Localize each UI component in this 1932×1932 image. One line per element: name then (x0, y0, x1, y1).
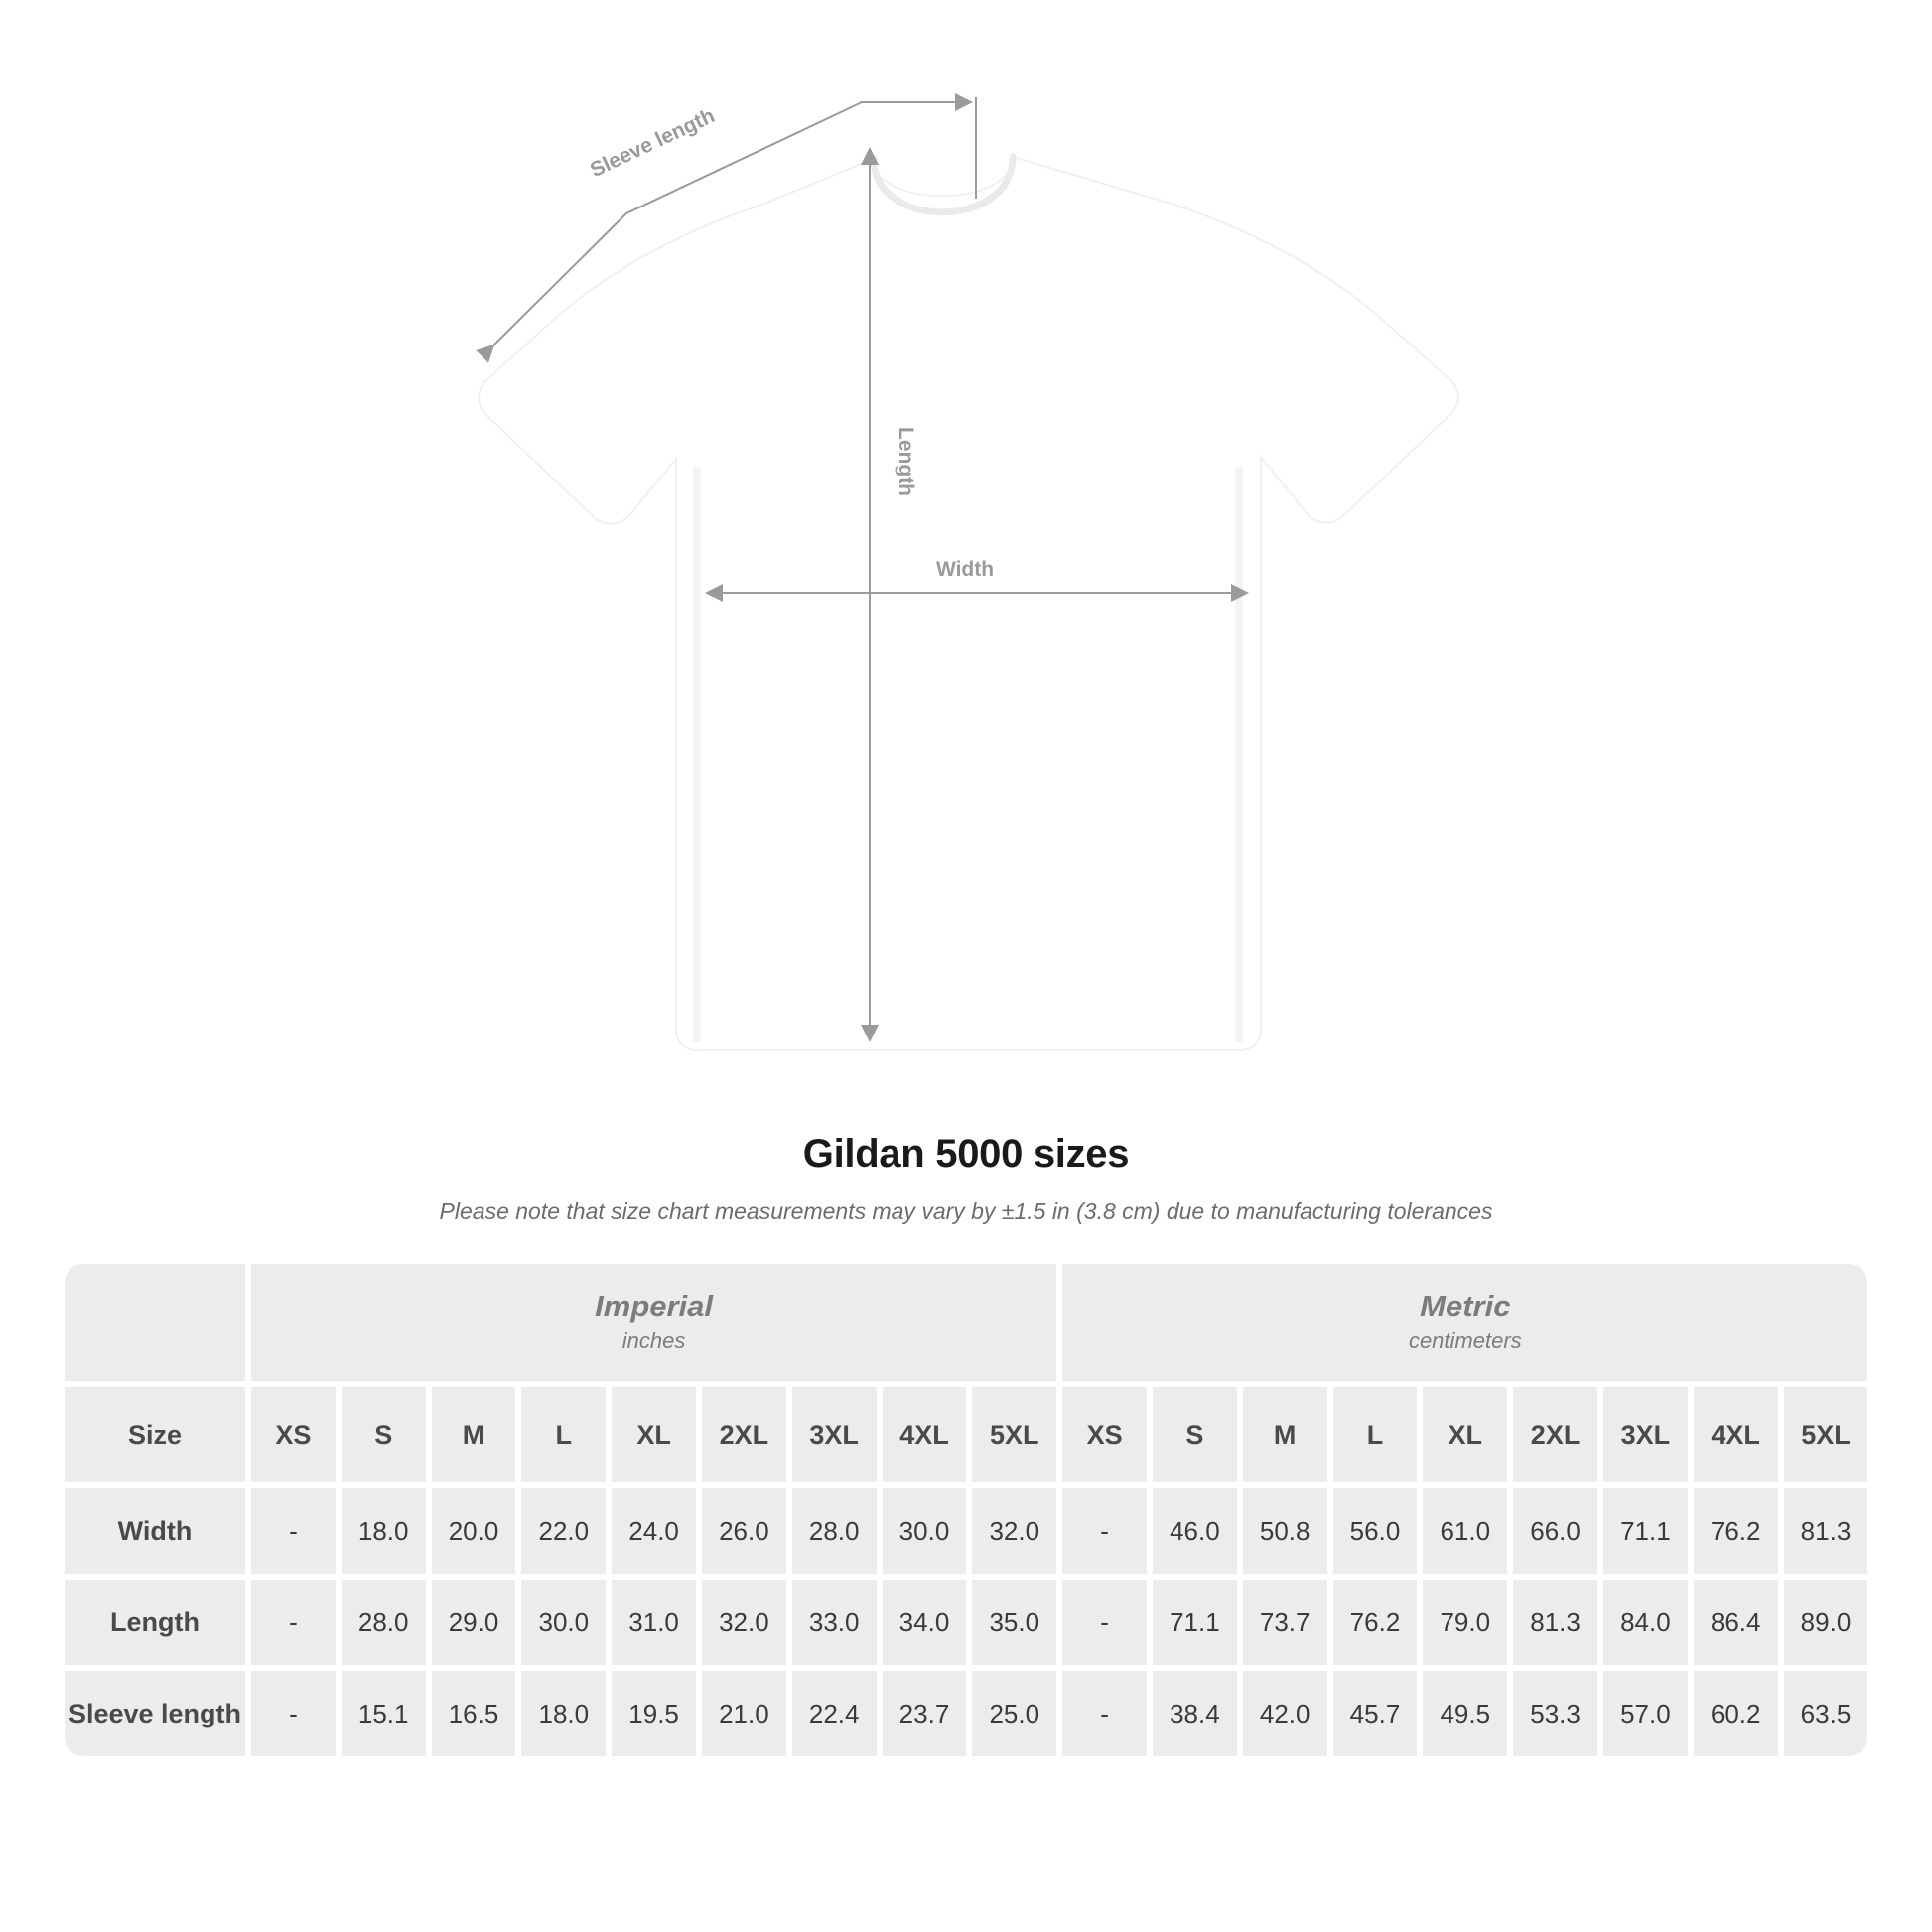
row-label-sleeve-length: Sleeve length (62, 1668, 248, 1759)
cell-length-met-s: 71.1 (1150, 1577, 1240, 1668)
cell-length-met-3xl: 84.0 (1600, 1577, 1691, 1668)
cell-width-imp-3xl: 28.0 (789, 1485, 880, 1577)
cell-sleeve-imp-m: 16.5 (429, 1668, 519, 1759)
cell-length-met-5xl: 89.0 (1781, 1577, 1871, 1668)
col-header-met-4xl: 4XL (1691, 1384, 1781, 1485)
cell-length-met-m: 73.7 (1240, 1577, 1330, 1668)
cell-length-imp-m: 29.0 (429, 1577, 519, 1668)
cell-width-imp-2xl: 26.0 (699, 1485, 789, 1577)
cell-length-imp-s: 28.0 (339, 1577, 429, 1668)
cell-sleeve-imp-xs: - (248, 1668, 339, 1759)
cell-sleeve-imp-2xl: 21.0 (699, 1668, 789, 1759)
col-header-met-2xl: 2XL (1510, 1384, 1600, 1485)
col-header-imp-2xl: 2XL (699, 1384, 789, 1485)
cell-width-imp-l: 22.0 (518, 1485, 609, 1577)
cell-length-imp-xl: 31.0 (609, 1577, 699, 1668)
title-block (0, 1132, 1932, 1225)
imperial-sublabel: inches (621, 1327, 686, 1353)
cell-width-met-xl: 61.0 (1420, 1485, 1510, 1577)
size-header-row (62, 1384, 1870, 1485)
col-header-imp-xs: XS (248, 1384, 339, 1485)
imperial-group-header (248, 1261, 1059, 1384)
metric-group-header (1059, 1261, 1870, 1384)
cell-sleeve-met-5xl: 63.5 (1781, 1668, 1871, 1759)
cell-length-imp-2xl: 32.0 (699, 1577, 789, 1668)
col-header-imp-xl: XL (609, 1384, 699, 1485)
cell-length-met-2xl: 81.3 (1510, 1577, 1600, 1668)
unit-header-row (62, 1261, 1870, 1384)
tolerance-note: Please note that size chart measurements may vary by ±1.5 in (3.8 cm) due to manufacturing tolerances (439, 1198, 1493, 1224)
cell-length-met-xl: 79.0 (1420, 1577, 1510, 1668)
imperial-label: Imperial (595, 1289, 714, 1324)
cell-sleeve-imp-4xl: 23.7 (880, 1668, 970, 1759)
col-header-met-5xl: 5XL (1781, 1384, 1871, 1485)
cell-sleeve-met-2xl: 53.3 (1510, 1668, 1600, 1759)
cell-length-imp-l: 30.0 (518, 1577, 609, 1668)
col-header-met-3xl: 3XL (1600, 1384, 1691, 1485)
col-header-met-m: M (1240, 1384, 1330, 1485)
cell-sleeve-met-3xl: 57.0 (1600, 1668, 1691, 1759)
cell-width-imp-s: 18.0 (339, 1485, 429, 1577)
cell-width-imp-4xl: 30.0 (880, 1485, 970, 1577)
tshirt-shape (479, 157, 1458, 1050)
cell-width-met-xs: - (1059, 1485, 1150, 1577)
col-header-met-s: S (1150, 1384, 1240, 1485)
cell-length-met-xs: - (1059, 1577, 1150, 1668)
cell-width-met-5xl: 81.3 (1781, 1485, 1871, 1577)
cell-length-imp-4xl: 34.0 (880, 1577, 970, 1668)
cell-length-imp-3xl: 33.0 (789, 1577, 880, 1668)
cell-length-imp-xs: - (248, 1577, 339, 1668)
cell-sleeve-imp-xl: 19.5 (609, 1668, 699, 1759)
length-label: Length (895, 427, 917, 496)
cell-sleeve-imp-s: 15.1 (339, 1668, 429, 1759)
table-corner (62, 1261, 248, 1384)
col-header-imp-4xl: 4XL (880, 1384, 970, 1485)
col-header-imp-s: S (339, 1384, 429, 1485)
col-header-met-xs: XS (1059, 1384, 1150, 1485)
col-header-met-l: L (1330, 1384, 1421, 1485)
table-row (62, 1577, 1870, 1668)
col-header-imp-m: M (429, 1384, 519, 1485)
metric-sublabel: centimeters (1408, 1327, 1522, 1353)
cell-width-met-l: 56.0 (1330, 1485, 1421, 1577)
cell-length-met-l: 76.2 (1330, 1577, 1421, 1668)
col-header-imp-3xl: 3XL (789, 1384, 880, 1485)
cell-width-imp-5xl: 32.0 (969, 1485, 1059, 1577)
sleeve-length-label: Sleeve length (587, 104, 719, 183)
cell-length-imp-5xl: 35.0 (969, 1577, 1059, 1668)
cell-length-met-4xl: 86.4 (1691, 1577, 1781, 1668)
table-row (62, 1485, 1870, 1577)
cell-width-met-s: 46.0 (1150, 1485, 1240, 1577)
row-label-width: Width (62, 1485, 248, 1577)
cell-sleeve-met-l: 45.7 (1330, 1668, 1421, 1759)
size-table (62, 1261, 1870, 1759)
cell-width-met-m: 50.8 (1240, 1485, 1330, 1577)
cell-sleeve-met-m: 42.0 (1240, 1668, 1330, 1759)
cell-sleeve-met-xs: - (1059, 1668, 1150, 1759)
col-header-met-xl: XL (1420, 1384, 1510, 1485)
width-label: Width (935, 558, 995, 581)
row-label-length: Length (62, 1577, 248, 1668)
cell-width-imp-m: 20.0 (429, 1485, 519, 1577)
cell-width-met-3xl: 71.1 (1600, 1485, 1691, 1577)
table-row (62, 1668, 1870, 1759)
col-header-imp-l: L (518, 1384, 609, 1485)
cell-sleeve-met-4xl: 60.2 (1691, 1668, 1781, 1759)
cell-sleeve-imp-3xl: 22.4 (789, 1668, 880, 1759)
cell-width-imp-xl: 24.0 (609, 1485, 699, 1577)
cell-width-met-4xl: 76.2 (1691, 1485, 1781, 1577)
cell-sleeve-imp-l: 18.0 (518, 1668, 609, 1759)
size-header-cell: Size (62, 1384, 248, 1485)
cell-sleeve-met-s: 38.4 (1150, 1668, 1240, 1759)
metric-label: Metric (1420, 1289, 1511, 1324)
col-header-imp-5xl: 5XL (969, 1384, 1059, 1485)
page-title: Gildan 5000 sizes (802, 1132, 1130, 1175)
cell-sleeve-met-xl: 49.5 (1420, 1668, 1510, 1759)
cell-sleeve-imp-5xl: 25.0 (969, 1668, 1059, 1759)
cell-width-imp-xs: - (248, 1485, 339, 1577)
size-table-wrapper (62, 1261, 1870, 1759)
cell-width-met-2xl: 66.0 (1510, 1485, 1600, 1577)
